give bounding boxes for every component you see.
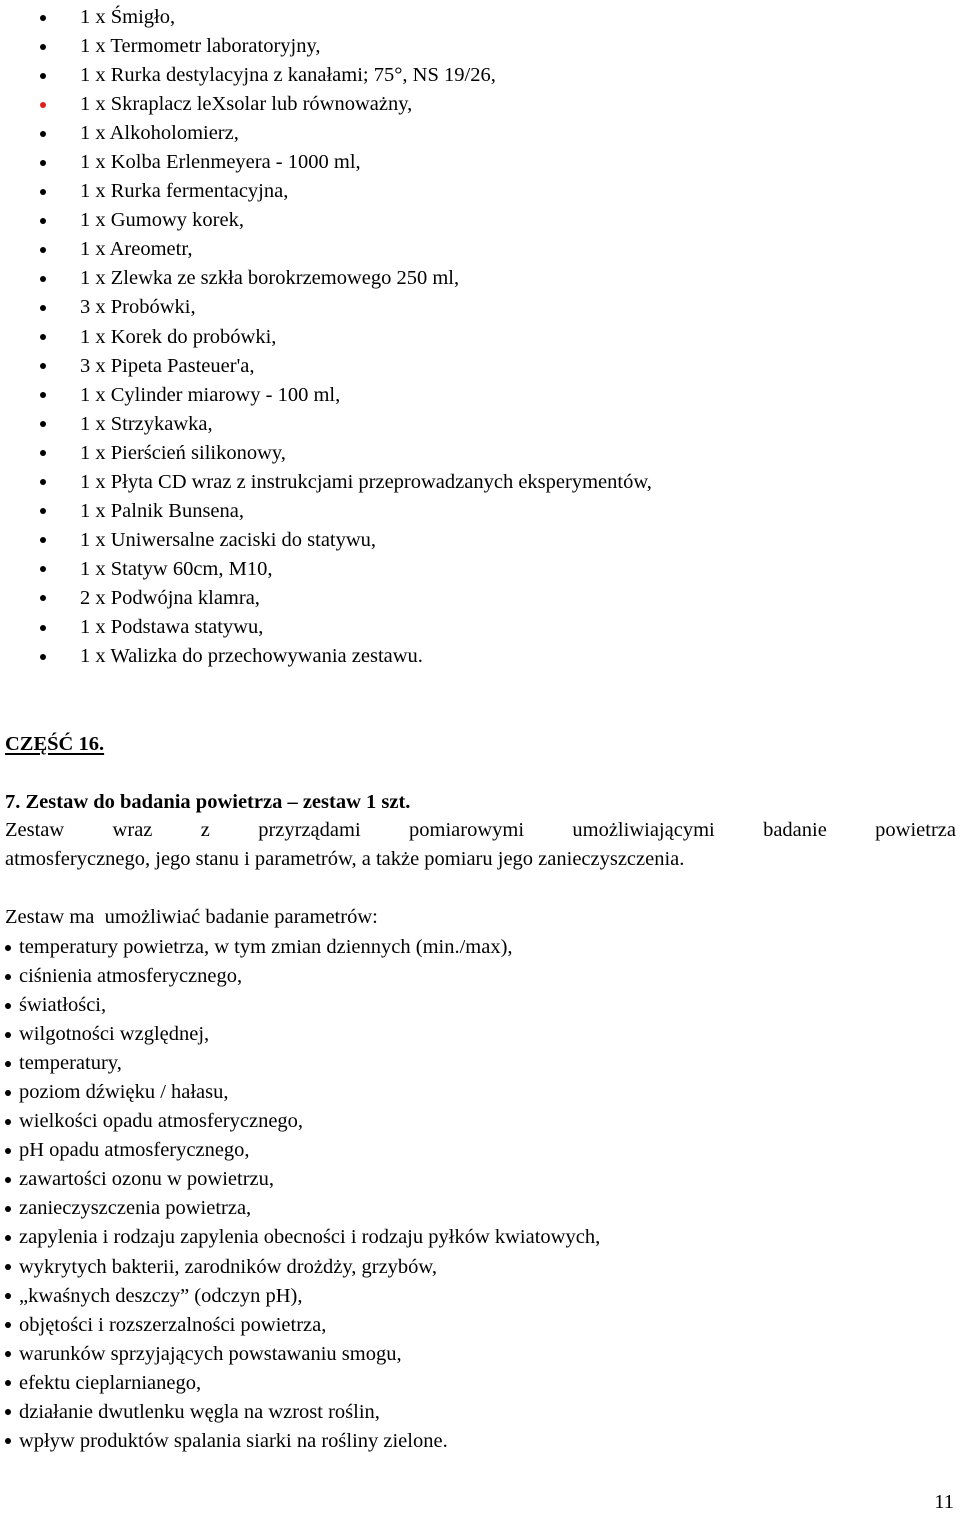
bullet-icon: [40, 131, 46, 137]
bullet-icon: [5, 1293, 11, 1299]
parameter-list-item: [0, 1078, 600, 1107]
parameter-list-item: [0, 962, 600, 991]
equipment-item-label: 1 x Gumowy korek,: [80, 209, 244, 232]
bullet-icon: [40, 479, 46, 485]
equipment-list-item: [0, 555, 652, 584]
bullet-icon: [40, 73, 46, 79]
parameter-list-item: [0, 933, 600, 962]
equipment-item-label: 1 x Rurka fermentacyjna,: [80, 180, 289, 203]
parameter-list-item: [0, 1282, 600, 1311]
bullet-icon: [5, 1003, 11, 1009]
bullet-icon: [40, 392, 46, 398]
equipment-item-label: 1 x Śmigło,: [80, 6, 176, 28]
bullet-icon: [40, 44, 46, 50]
parameter-item-label: światłości,: [19, 994, 107, 1017]
kit-title: 7. Zestaw do badania powietrza – zestaw 1 szt.: [5, 791, 411, 813]
parameter-item-label: wpływ produktów spalania siarki na rośliny zielone.: [19, 1429, 448, 1452]
parameter-list-item: [0, 991, 600, 1020]
equipment-list-item: [0, 352, 652, 381]
equipment-list-item: [0, 468, 652, 497]
equipment-list-item: [0, 323, 652, 352]
bullet-icon: [5, 1177, 11, 1183]
equipment-item-label: 1 x Pierścień silikonowy,: [80, 441, 286, 464]
section-heading: CZĘŚĆ 16.: [5, 733, 105, 755]
equipment-item-label: 1 x Kolba Erlenmeyera - 1000 ml,: [80, 151, 361, 174]
bullet-icon: [5, 1351, 11, 1357]
bullet-icon: [40, 654, 46, 660]
bullet-icon: [5, 1148, 11, 1154]
parameter-item-label: temperatury powietrza, w tym zmian dziennych (min./max),: [19, 936, 513, 958]
equipment-item-label: 1 x Rurka destylacyjna z kanałami; 75°, NS 19/26,: [80, 64, 496, 87]
parameter-list-item: [0, 1223, 600, 1252]
equipment-list: [0, 3, 652, 671]
bullet-icon: [5, 974, 11, 980]
equipment-item-label: 1 x Korek do probówki,: [80, 325, 277, 348]
parameter-item-label: efektu cieplarnianego,: [19, 1371, 202, 1394]
parameter-list-item: [0, 1194, 600, 1223]
equipment-item-label: 1 x Zlewka ze szkła borokrzemowego 250 ml,: [80, 267, 460, 290]
bullet-icon: [5, 1032, 11, 1038]
equipment-list-item: [0, 235, 652, 264]
bullet-icon: [40, 508, 46, 514]
bullet-icon: [5, 1322, 11, 1328]
parameter-item-label: działanie dwutlenku węgla na wzrost roślin,: [19, 1400, 380, 1423]
parameter-item-label: ciśnienia atmosferycznego,: [19, 965, 243, 988]
parameters-intro: Zestaw ma umożliwiać badanie parametrów:: [5, 906, 378, 928]
bullet-icon: [5, 945, 11, 951]
parameter-item-label: warunków sprzyjających powstawaniu smogu,: [19, 1342, 402, 1365]
parameter-list-item: [0, 1253, 600, 1282]
bullet-icon: [5, 1409, 11, 1415]
parameter-list-item: [0, 1398, 600, 1427]
kit-description: [5, 816, 956, 874]
equipment-list-item: [0, 293, 652, 322]
bullet-icon: [5, 1380, 11, 1386]
bullet-icon: [5, 1206, 11, 1212]
parameter-item-label: wilgotności względnej,: [19, 1023, 210, 1046]
kit-description-line-2: atmosferycznego, jego stanu i parametrów, a także pomiaru jego zanieczyszczenia.: [5, 848, 685, 870]
equipment-item-label: 1 x Płyta CD wraz z instrukcjami przeprowadzanych eksperymentów,: [80, 470, 652, 493]
parameter-item-label: wykrytych bakterii, zarodników drożdży, grzybów,: [19, 1255, 438, 1278]
parameter-item-label: poziom dźwięku / hałasu,: [19, 1081, 229, 1104]
equipment-list-item: [0, 90, 652, 119]
bullet-icon: [40, 334, 46, 340]
equipment-list-item: [0, 206, 652, 235]
equipment-list-item: [0, 61, 652, 90]
parameter-list-item: [0, 1107, 600, 1136]
parameter-item-label: zawartości ozonu w powietrzu,: [19, 1168, 275, 1191]
equipment-list-item: [0, 148, 652, 177]
equipment-list-item: [0, 497, 652, 526]
equipment-item-label: 2 x Podwójna klamra,: [80, 586, 260, 609]
parameter-item-label: zapylenia i rodzaju zapylenia obecności i rodzaju pyłków kwiatowych,: [19, 1226, 601, 1249]
equipment-item-label: 3 x Probówki,: [80, 296, 196, 319]
parameter-list-item: [0, 1369, 600, 1398]
bullet-icon: [40, 247, 46, 253]
bullet-icon: [40, 102, 46, 108]
equipment-item-label: 1 x Cylinder miarowy - 100 ml,: [80, 383, 341, 406]
equipment-item-label: 1 x Walizka do przechowywania zestawu.: [80, 645, 423, 668]
bullet-icon: [40, 189, 46, 195]
equipment-item-label: 1 x Uniwersalne zaciski do statywu,: [80, 528, 377, 551]
equipment-list-item: [0, 410, 652, 439]
parameter-list-item: [0, 1049, 600, 1078]
parameter-item-label: objętości i rozszerzalności powietrza,: [19, 1313, 327, 1336]
equipment-item-label: 1 x Skraplacz leXsolar lub równoważny,: [80, 93, 413, 116]
equipment-list-item: [0, 3, 652, 32]
equipment-list-item: [0, 613, 652, 642]
page-number: 11: [934, 1491, 954, 1513]
parameter-list-item: [0, 1427, 600, 1456]
kit-description-line-1: Zestaw wraz z przyrządami pomiarowymi umożliwiającymi badanie powietrza: [5, 819, 956, 841]
bullet-icon: [40, 421, 46, 427]
equipment-item-label: 3 x Pipeta Pasteuer'a,: [80, 354, 255, 377]
bullet-icon: [40, 218, 46, 224]
bullet-icon: [5, 1061, 11, 1067]
bullet-icon: [40, 305, 46, 311]
parameters-list: [0, 933, 600, 1456]
parameter-item-label: pH opadu atmosferycznego,: [19, 1139, 250, 1162]
parameter-list-item: [0, 1136, 600, 1165]
bullet-icon: [40, 276, 46, 282]
equipment-list-item: [0, 381, 652, 410]
bullet-icon: [40, 160, 46, 166]
parameter-list-item: [0, 1020, 600, 1049]
equipment-list-item: [0, 119, 652, 148]
equipment-item-label: 1 x Strzykawka,: [80, 412, 213, 435]
equipment-item-label: 1 x Statyw 60cm, M10,: [80, 557, 273, 580]
equipment-item-label: 1 x Areometr,: [80, 238, 193, 261]
equipment-list-item: [0, 32, 652, 61]
bullet-icon: [40, 595, 46, 601]
equipment-item-label: 1 x Alkoholomierz,: [80, 122, 239, 145]
equipment-list-item: [0, 526, 652, 555]
bullet-icon: [40, 537, 46, 543]
equipment-list-item: [0, 177, 652, 206]
equipment-item-label: 1 x Palnik Bunsena,: [80, 499, 244, 522]
parameter-list-item: [0, 1311, 600, 1340]
equipment-list-item: [0, 584, 652, 613]
equipment-list-item: [0, 264, 652, 293]
bullet-icon: [40, 566, 46, 572]
parameter-item-label: „kwaśnych deszczy” (odczyn pH),: [19, 1284, 303, 1307]
bullet-icon: [5, 1090, 11, 1096]
parameter-item-label: temperatury,: [19, 1052, 122, 1075]
parameter-list-item: [0, 1340, 600, 1369]
equipment-list-item: [0, 439, 652, 468]
parameter-item-label: wielkości opadu atmosferycznego,: [19, 1110, 304, 1133]
bullet-icon: [40, 15, 46, 21]
equipment-item-label: 1 x Termometr laboratoryjny,: [80, 35, 321, 58]
equipment-list-item: [0, 642, 652, 671]
bullet-icon: [5, 1235, 11, 1241]
equipment-item-label: 1 x Podstawa statywu,: [80, 615, 264, 638]
bullet-icon: [40, 363, 46, 369]
bullet-icon: [40, 625, 46, 631]
bullet-icon: [5, 1438, 11, 1444]
parameter-list-item: [0, 1165, 600, 1194]
bullet-icon: [5, 1119, 11, 1125]
parameter-item-label: zanieczyszczenia powietrza,: [19, 1197, 252, 1220]
bullet-icon: [40, 450, 46, 456]
bullet-icon: [5, 1264, 11, 1270]
